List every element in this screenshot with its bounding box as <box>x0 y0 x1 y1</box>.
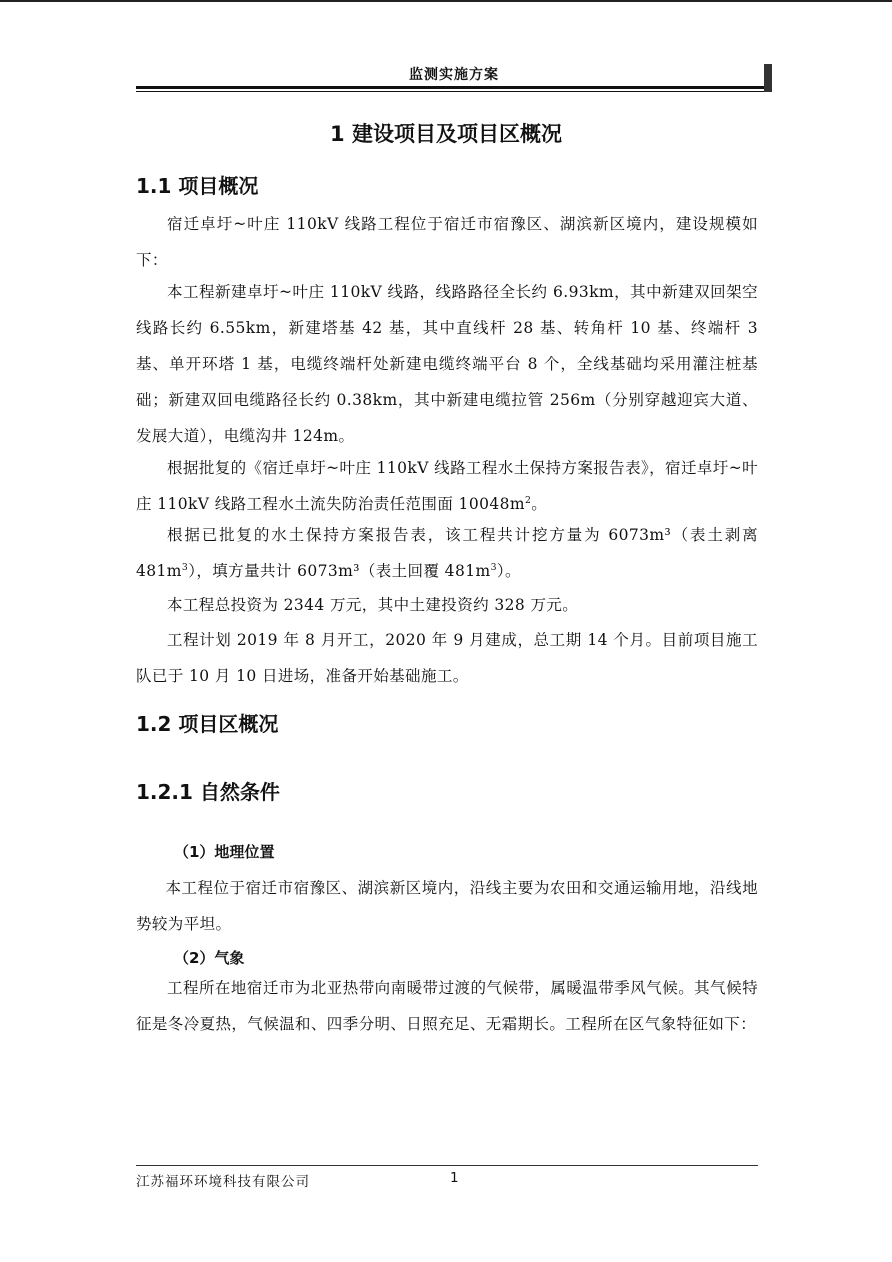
subsection-climate-title: （2）气象 <box>174 949 245 967</box>
footer-page-number: 1 <box>450 1170 459 1186</box>
paragraph-schedule: 工程计划 2019 年 8 月开工，2020 年 9 月建成，总工期 14 个月。目前项目施工队已于 10 月 10 日进场，准备开始基础施工。 <box>136 631 758 685</box>
paragraph-climate: 工程所在地宿迁市为北亚热带向南暖带过渡的气候带，属暖温带季风气候。其气候特征是冬冷夏热，气候温和、四季分明、日照充足、无霜期长。工程所在区气象特征如下： <box>136 979 758 1033</box>
running-header-title: 监测实施方案 <box>409 67 499 83</box>
header-rule-thin <box>136 91 764 92</box>
paragraph-project-location: 宿迁卓圩~叶庄 110kV 线路工程位于宿迁市宿豫区、湖滨新区境内，建设规模如下： <box>136 215 758 269</box>
subsection-geography-title: （1）地理位置 <box>174 843 275 861</box>
footer-company-name: 江苏福环环境科技有限公司 <box>136 1174 310 1190</box>
footer-rule <box>136 1165 758 1166</box>
header-rule-endcap <box>764 64 772 92</box>
section-1-2-1-title: 1.2.1 自然条件 <box>136 780 280 804</box>
paragraph-project-scale: 本工程新建卓圩~叶庄 110kV 线路，线路路径全长约 6.93km，其中新建双回架空线路长约 6.55km，新建塔基 42 基，其中直线杆 28 基、转角杆 10 基、终端杆 3 基、单开环塔 1 基，电缆终端杆处新建电缆终端平台 8 个，全线基础均采用灌注桩基础；新建双回电缆路径长约 0.38km，其中新建电缆拉管 256m（分别穿越迎宾大道、发展大道），电缆沟井 124m。 <box>136 283 758 445</box>
section-1-1-title: 1.1 项目概况 <box>136 174 259 198</box>
paragraph-investment: 本工程总投资为 2344 万元，其中土建投资约 328 万元。 <box>167 596 579 614</box>
paragraph-responsibility-area: 根据批复的《宿迁卓圩~叶庄 110kV 线路工程水土保持方案报告表》，宿迁卓圩~叶庄 110kV 线路工程水土流失防治责任范围面 $10048m^2$。 <box>136 459 758 513</box>
paragraph-geography: 本工程位于宿迁市宿豫区、湖滨新区境内，沿线主要为农田和交通运输用地，沿线地势较为平坦。 <box>136 879 758 933</box>
page-top-border <box>0 0 892 2</box>
paragraph-earthwork: 根据已批复的水土保持方案报告表，该工程共计挖方量为 6073m³（表土剥离 $481m^3$），填方量共计 6073m³（表土回覆 $481m^3$）。 <box>136 526 758 580</box>
chapter-title: 1 建设项目及项目区概况 <box>330 122 562 146</box>
section-1-2-title: 1.2 项目区概况 <box>136 712 279 736</box>
header-rule-thick <box>136 86 764 89</box>
